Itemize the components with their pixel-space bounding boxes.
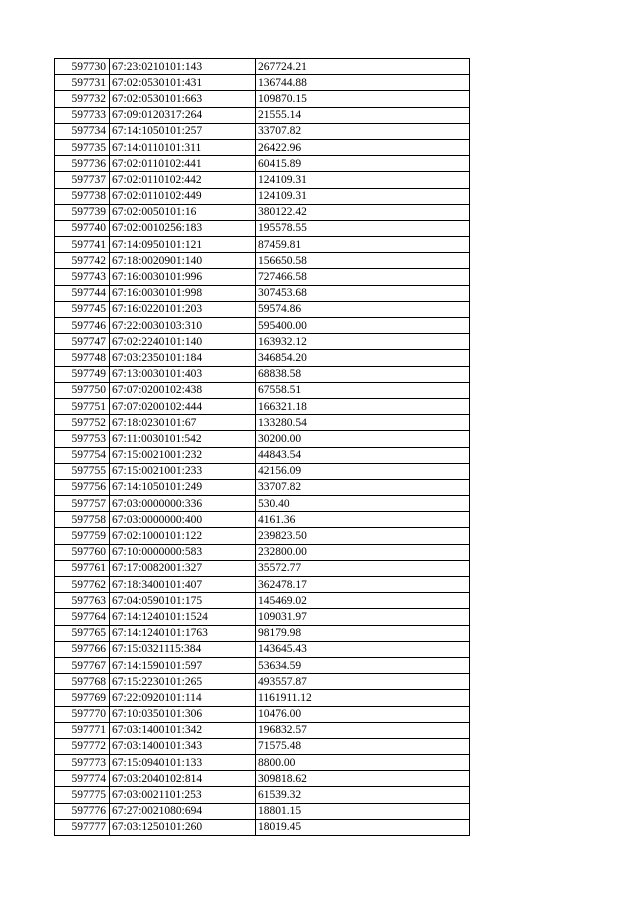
table-row [55,479,470,495]
cadastral-number-cell: 67:03:0000000:336 [110,496,256,512]
table-row [55,334,470,350]
table-row [55,690,470,706]
value-cell: 61539.32 [256,787,470,803]
row-id-cell: 597748 [55,350,110,366]
value-cell: 195578.55 [256,220,470,236]
cadastral-number-cell: 67:15:0321115:384 [110,641,256,657]
row-id-cell: 597734 [55,123,110,139]
row-id-cell: 597746 [55,318,110,334]
row-id-cell: 597772 [55,738,110,754]
cadastral-number-cell: 67:07:0200102:438 [110,382,256,398]
table-row [55,366,470,382]
table-row [55,59,470,75]
table-row [55,398,470,414]
value-cell: 10476.00 [256,706,470,722]
value-cell: 239823.50 [256,528,470,544]
table-row [55,706,470,722]
table-row [55,560,470,576]
value-cell: 71575.48 [256,738,470,754]
row-id-cell: 597736 [55,156,110,172]
cadastral-number-cell: 67:03:2350101:184 [110,350,256,366]
cadastral-number-cell: 67:16:0030101:998 [110,285,256,301]
row-id-cell: 597731 [55,75,110,91]
value-cell: 60415.89 [256,156,470,172]
row-id-cell: 597751 [55,398,110,414]
row-id-cell: 597747 [55,334,110,350]
cadastral-number-cell: 67:09:0120317:264 [110,107,256,123]
value-cell: 67558.51 [256,382,470,398]
row-id-cell: 597758 [55,512,110,528]
row-id-cell: 597764 [55,609,110,625]
table-row [55,496,470,512]
cadastral-number-cell: 67:17:0082001:327 [110,560,256,576]
row-id-cell: 597745 [55,301,110,317]
row-id-cell: 597761 [55,560,110,576]
cadastral-number-cell: 67:11:0030101:542 [110,431,256,447]
cadastral-number-cell: 67:14:1050101:249 [110,479,256,495]
value-cell: 124109.31 [256,188,470,204]
table-row [55,269,470,285]
table-row [55,463,470,479]
value-cell: 124109.31 [256,172,470,188]
cadastral-number-cell: 67:03:1400101:343 [110,738,256,754]
cadastral-number-cell: 67:18:3400101:407 [110,577,256,593]
cadastral-number-cell: 67:02:0110102:441 [110,156,256,172]
value-cell: 59574.86 [256,301,470,317]
row-id-cell: 597775 [55,787,110,803]
table-row [55,755,470,771]
table-row [55,722,470,738]
value-cell: 727466.58 [256,269,470,285]
table-row [55,803,470,819]
value-cell: 133280.54 [256,415,470,431]
table-row [55,577,470,593]
table-row [55,431,470,447]
row-id-cell: 597733 [55,107,110,123]
table-row [55,415,470,431]
value-cell: 380122.42 [256,204,470,220]
cadastral-number-cell: 67:14:1590101:597 [110,657,256,673]
value-cell: 362478.17 [256,577,470,593]
value-cell: 30200.00 [256,431,470,447]
value-cell: 309818.62 [256,771,470,787]
cadastral-number-cell: 67:14:1050101:257 [110,123,256,139]
row-id-cell: 597776 [55,803,110,819]
row-id-cell: 597771 [55,722,110,738]
value-cell: 346854.20 [256,350,470,366]
row-id-cell: 597743 [55,269,110,285]
value-cell: 44843.54 [256,447,470,463]
value-cell: 8800.00 [256,755,470,771]
row-id-cell: 597739 [55,204,110,220]
value-cell: 87459.81 [256,237,470,253]
value-cell: 145469.02 [256,593,470,609]
table-row [55,220,470,236]
table-row [55,771,470,787]
cadastral-number-cell: 67:03:0021101:253 [110,787,256,803]
cadastral-number-cell: 67:18:0230101:67 [110,415,256,431]
value-cell: 33707.82 [256,479,470,495]
row-id-cell: 597732 [55,91,110,107]
table-row [55,123,470,139]
row-id-cell: 597763 [55,593,110,609]
value-cell: 267724.21 [256,59,470,75]
data-sheet [54,58,470,836]
cadastral-number-cell: 67:27:0021080:694 [110,803,256,819]
cadastral-number-cell: 67:22:0030103:310 [110,318,256,334]
value-cell: 232800.00 [256,544,470,560]
table-row [55,819,470,835]
table-row [55,188,470,204]
value-cell: 53634.59 [256,657,470,673]
value-cell: 18019.45 [256,819,470,835]
table-row [55,512,470,528]
value-cell: 136744.88 [256,75,470,91]
row-id-cell: 597755 [55,463,110,479]
cadastral-number-cell: 67:15:0021001:232 [110,447,256,463]
row-id-cell: 597735 [55,139,110,155]
table-row [55,787,470,803]
cadastral-number-cell: 67:02:0110102:449 [110,188,256,204]
row-id-cell: 597741 [55,237,110,253]
cadastral-number-cell: 67:02:2240101:140 [110,334,256,350]
row-id-cell: 597738 [55,188,110,204]
row-id-cell: 597762 [55,577,110,593]
cadastral-number-cell: 67:07:0200102:444 [110,398,256,414]
value-cell: 493557.87 [256,674,470,690]
table-row [55,350,470,366]
row-id-cell: 597750 [55,382,110,398]
row-id-cell: 597737 [55,172,110,188]
row-id-cell: 597769 [55,690,110,706]
cadastral-number-cell: 67:02:0050101:16 [110,204,256,220]
cadastral-number-cell: 67:10:0350101:306 [110,706,256,722]
table-row [55,382,470,398]
cadastral-number-cell: 67:13:0030101:403 [110,366,256,382]
table-row [55,544,470,560]
cadastral-number-cell: 67:16:0030101:996 [110,269,256,285]
table-row [55,657,470,673]
row-id-cell: 597756 [55,479,110,495]
cadastral-number-cell: 67:14:0110101:311 [110,139,256,155]
table-row [55,301,470,317]
row-id-cell: 597774 [55,771,110,787]
row-id-cell: 597742 [55,253,110,269]
value-cell: 595400.00 [256,318,470,334]
value-cell: 166321.18 [256,398,470,414]
value-cell: 33707.82 [256,123,470,139]
cadastral-number-cell: 67:03:2040102:814 [110,771,256,787]
table-row [55,674,470,690]
cadastral-number-cell: 67:22:0920101:114 [110,690,256,706]
table-row [55,641,470,657]
table-row [55,156,470,172]
cadastral-number-cell: 67:02:0530101:431 [110,75,256,91]
row-id-cell: 597768 [55,674,110,690]
row-id-cell: 597766 [55,641,110,657]
table-row [55,625,470,641]
table-row [55,738,470,754]
cadastral-number-cell: 67:16:0220101:203 [110,301,256,317]
table-row [55,593,470,609]
value-cell: 307453.68 [256,285,470,301]
table-body [55,59,470,836]
value-cell: 68838.58 [256,366,470,382]
cadastral-number-cell: 67:15:0940101:133 [110,755,256,771]
cadastral-number-cell: 67:14:1240101:1763 [110,625,256,641]
cadastral-number-cell: 67:15:2230101:265 [110,674,256,690]
cadastral-number-cell: 67:23:0210101:143 [110,59,256,75]
value-cell: 35572.77 [256,560,470,576]
cadastral-number-cell: 67:03:1250101:260 [110,819,256,835]
value-cell: 21555.14 [256,107,470,123]
row-id-cell: 597773 [55,755,110,771]
value-cell: 1161911.12 [256,690,470,706]
table-row [55,75,470,91]
table-row [55,237,470,253]
table-row [55,139,470,155]
table-row [55,318,470,334]
cadastral-number-cell: 67:03:1400101:342 [110,722,256,738]
cadastral-number-cell: 67:14:1240101:1524 [110,609,256,625]
table-row [55,204,470,220]
value-cell: 109870.15 [256,91,470,107]
value-cell: 196832.57 [256,722,470,738]
row-id-cell: 597767 [55,657,110,673]
value-cell: 42156.09 [256,463,470,479]
row-id-cell: 597749 [55,366,110,382]
row-id-cell: 597777 [55,819,110,835]
cadastral-number-cell: 67:02:0010256:183 [110,220,256,236]
value-cell: 18801.15 [256,803,470,819]
cadastral-number-cell: 67:04:0590101:175 [110,593,256,609]
cadastral-number-cell: 67:14:0950101:121 [110,237,256,253]
value-cell: 163932.12 [256,334,470,350]
value-cell: 109031.97 [256,609,470,625]
cadastral-number-cell: 67:02:0530101:663 [110,91,256,107]
row-id-cell: 597770 [55,706,110,722]
row-id-cell: 597759 [55,528,110,544]
cadastral-number-cell: 67:02:1000101:122 [110,528,256,544]
value-cell: 156650.58 [256,253,470,269]
row-id-cell: 597752 [55,415,110,431]
row-id-cell: 597740 [55,220,110,236]
table-row [55,172,470,188]
row-id-cell: 597744 [55,285,110,301]
value-cell: 4161.36 [256,512,470,528]
table-row [55,609,470,625]
value-cell: 26422.96 [256,139,470,155]
row-id-cell: 597765 [55,625,110,641]
cadastral-number-cell: 67:02:0110102:442 [110,172,256,188]
cadastral-number-cell: 67:15:0021001:233 [110,463,256,479]
value-cell: 530.40 [256,496,470,512]
value-cell: 143645.43 [256,641,470,657]
cadastral-number-cell: 67:03:0000000:400 [110,512,256,528]
table-row [55,253,470,269]
table-row [55,447,470,463]
table-row [55,528,470,544]
row-id-cell: 597757 [55,496,110,512]
table-row [55,107,470,123]
row-id-cell: 597753 [55,431,110,447]
cadastral-number-cell: 67:18:0020901:140 [110,253,256,269]
cadastral-number-cell: 67:10:0000000:583 [110,544,256,560]
row-id-cell: 597754 [55,447,110,463]
table-row [55,285,470,301]
row-id-cell: 597730 [55,59,110,75]
records-table [54,58,470,836]
table-row [55,91,470,107]
value-cell: 98179.98 [256,625,470,641]
row-id-cell: 597760 [55,544,110,560]
